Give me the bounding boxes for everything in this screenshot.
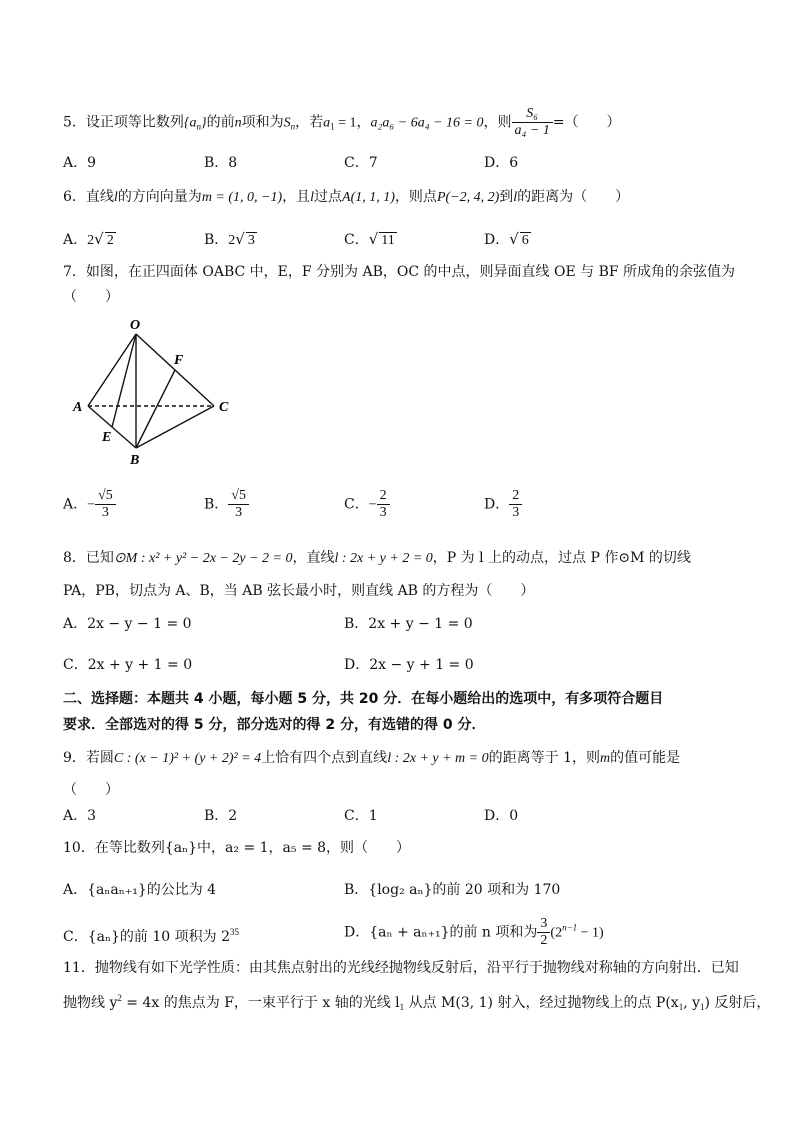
- q6-option-a[interactable]: A．2√ 2: [63, 230, 114, 248]
- label-C: C: [219, 400, 229, 415]
- q5-fraction: $\frac{\text{S₆}}{\text{a₄ − 1}}$: [512, 106, 553, 139]
- q7-option-c[interactable]: C．− $\frac{2}{3}$: [344, 488, 390, 521]
- q7-option-a[interactable]: A．− $\frac{√5}{3}$: [63, 488, 116, 521]
- question-5: 5．设正项等比数列$\{a_n\}$的前n项和为$S_n$，若$a_1 = 1$，a₂a₆ − 6a₄ − 16 = 0，则 $\frac{\text{S₆}}{\text{a₄ − 1}}$ =（ ）: [63, 106, 621, 138]
- q9-option-a[interactable]: A．3: [63, 808, 97, 824]
- q10-option-c[interactable]: C．{aₙ}的前 10 项积为 $2^{35}$: [63, 927, 240, 945]
- section-2-heading: 二、选择题：本题共 4 小题，每小题 5 分，共 20 分．在每小题给出的选项中，有多项符合题目: [63, 691, 664, 707]
- q8-option-c[interactable]: C．2x + y + 1 = 0: [63, 657, 193, 673]
- q10-option-a[interactable]: A．{aₙaₙ₊₁}的公比为 4: [63, 882, 217, 898]
- question-8-line2: PA，PB，切点为 A、B，当 AB 弦长最小时，则直线 AB 的方程为（ ）: [63, 583, 535, 599]
- q8-option-a[interactable]: A．2x − y − 1 = 0: [63, 616, 192, 632]
- question-11-line2: 抛物线 $y^2 = 4x$ 的焦点为 F，一束平行于 x 轴的光线 $l_1$ 从点 M(3, 1) 射入，经过抛物线上的点 $P(x_1$, $y_1$) 反射后，: [63, 993, 771, 1012]
- q9-option-c[interactable]: C．1: [344, 808, 378, 824]
- question-9-bracket: （ ）: [63, 782, 119, 798]
- segment-OE: [112, 334, 136, 427]
- q6-option-b[interactable]: B．2√ 3: [204, 230, 255, 248]
- label-E: E: [102, 430, 112, 445]
- question-8: 8．已知⊙M : x² + y² − 2x − 2y − 2 = 0，直线l : 2x + y + 2 = 0，P 为 l 上的动点，过点 P 作⊙M 的切线: [63, 550, 691, 566]
- q6-option-c[interactable]: C．√ 11: [344, 230, 395, 248]
- label-B: B: [130, 453, 140, 467]
- q8-option-b[interactable]: B．2x + y − 1 = 0: [344, 616, 473, 632]
- question-6: 6．直线l的方向向量为m = (1, 0, −1)，且l过点A(1, 1, 1)，则点P(−2, 4, 2)到l的距离为（ ）: [63, 189, 630, 205]
- segment-BF: [136, 370, 175, 448]
- q7-option-b[interactable]: B． $\frac{√5}{3}$: [204, 488, 249, 521]
- q6-option-d[interactable]: D．√ 6: [484, 230, 529, 248]
- question-10: 10．在等比数列{aₙ}中，a₂ = 1，a₅ = 8，则（ ）: [63, 840, 411, 856]
- q5-option-d[interactable]: D．6: [484, 155, 519, 171]
- q9-option-b[interactable]: B．2: [204, 808, 238, 824]
- question-11: 11．抛物线有如下光学性质：由其焦点射出的光线经抛物线反射后，沿平行于抛物线对称轴的方向射出．已知: [63, 960, 739, 976]
- question-9: 9．若圆C : (x − 1)² + (y + 2)² = 4上恰有四个点到直线l : 2x + y + m = 0的距离等于 1，则m的值可能是: [63, 750, 681, 766]
- q7-option-d[interactable]: D． $\frac{2}{3}$: [484, 488, 522, 521]
- question-7: 7．如图，在正四面体 OABC 中，E，F 分别为 AB，OC 的中点，则异面直线 OE 与 BF 所成角的余弦值为: [63, 264, 736, 280]
- label-F: F: [174, 353, 184, 368]
- label-O: O: [130, 318, 141, 333]
- q5-option-c[interactable]: C．7: [344, 155, 378, 171]
- q8-option-d[interactable]: D．2x − y + 1 = 0: [344, 657, 474, 673]
- edge-OA: [88, 334, 136, 406]
- q10-option-d[interactable]: D．{aₙ + aₙ₊₁}的前 n 项和为 $\frac{3}{2}$ $(2^{n-1} - 1)$: [344, 916, 604, 948]
- section-2-heading-line2: 要求．全部选对的得 5 分，部分选对的得 2 分，有选错的得 0 分．: [63, 717, 486, 733]
- q9-option-d[interactable]: D．0: [484, 808, 519, 824]
- q5-option-a[interactable]: A．9: [63, 155, 97, 171]
- question-7-bracket: （ ）: [63, 289, 119, 305]
- label-A: A: [73, 400, 83, 415]
- q5-option-b[interactable]: B．8: [204, 155, 238, 171]
- tetrahedron-figure: [70, 312, 245, 467]
- edge-CB: [136, 406, 214, 448]
- q10-option-b[interactable]: B．{log₂ aₙ}的前 20 项和为 170: [344, 882, 561, 898]
